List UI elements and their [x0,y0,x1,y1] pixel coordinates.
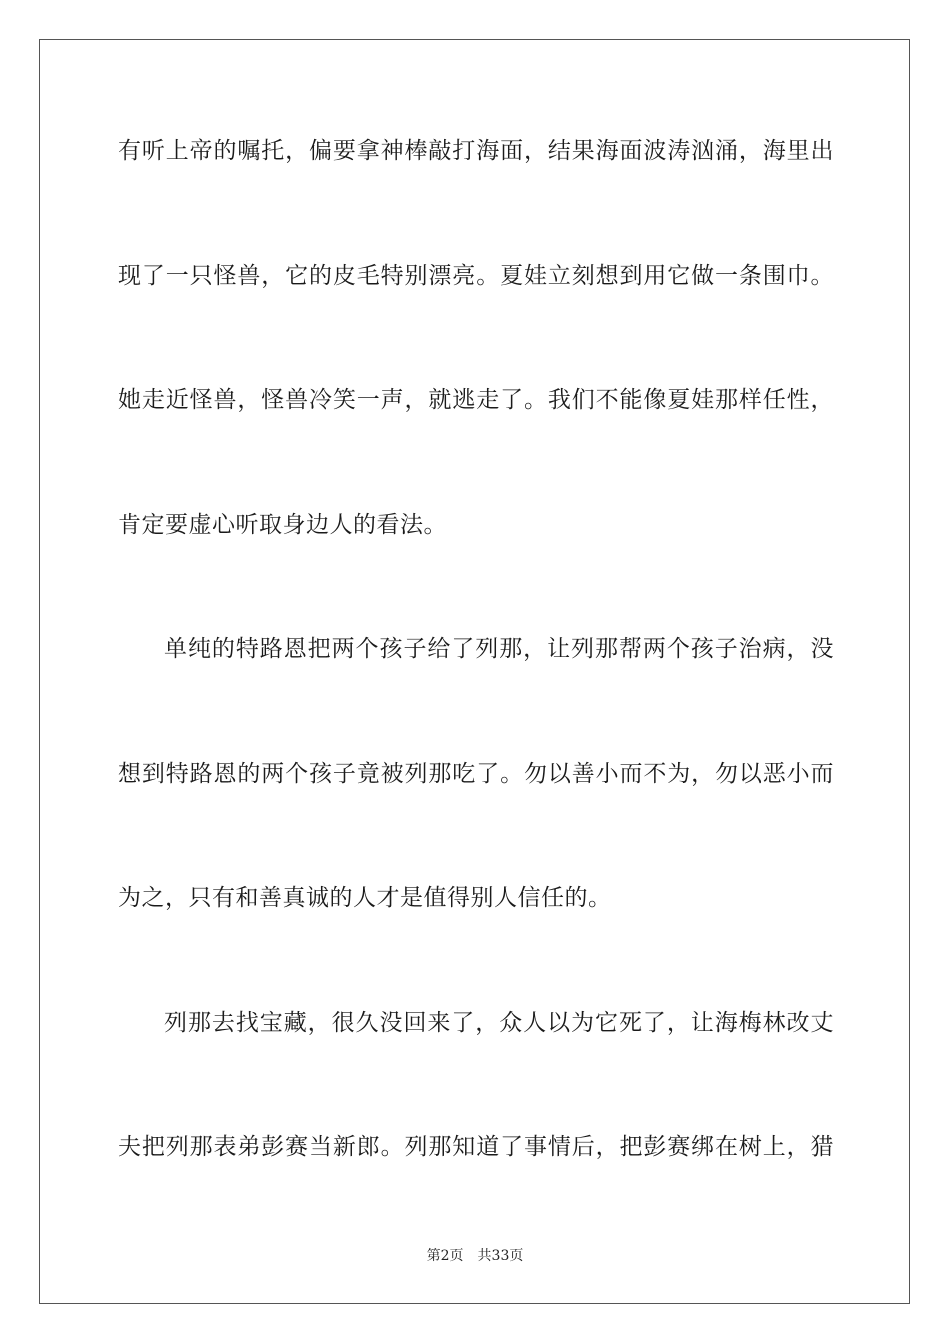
page-total: 共33页 [477,1248,524,1264]
text-line-9: 夫把列那表弟彭赛当新郎。列那知道了事情后，把彭赛绑在树上，猎 [118,1134,834,1160]
text-line-6: 想到特路恩的两个孩子竟被列那吃了。勿以善小而不为，勿以恶小而 [118,761,834,787]
text-line-5: 单纯的特路恩把两个孩子给了列那，让列那帮两个孩子治病，没 [164,636,834,662]
page-frame [39,39,910,1304]
page-number: 第2页 [426,1248,464,1264]
page-footer [0,1246,950,1266]
text-line-3: 她走近怪兽，怪兽冷笑一声，就逃走了。我们不能像夏娃那样任性， [118,387,834,413]
text-line-1: 有听上帝的嘱托，偏要拿神棒敲打海面，结果海面波涛汹涌，海里出 [118,138,834,164]
text-line-4: 肯定要虚心听取身边人的看法。 [118,512,447,538]
text-line-2: 现了一只怪兽，它的皮毛特别漂亮。夏娃立刻想到用它做一条围巾。 [118,263,834,289]
text-line-7: 为之，只有和善真诚的人才是值得别人信任的。 [118,885,612,911]
text-line-8: 列那去找宝藏，很久没回来了，众人以为它死了，让海梅林改丈 [164,1010,834,1036]
